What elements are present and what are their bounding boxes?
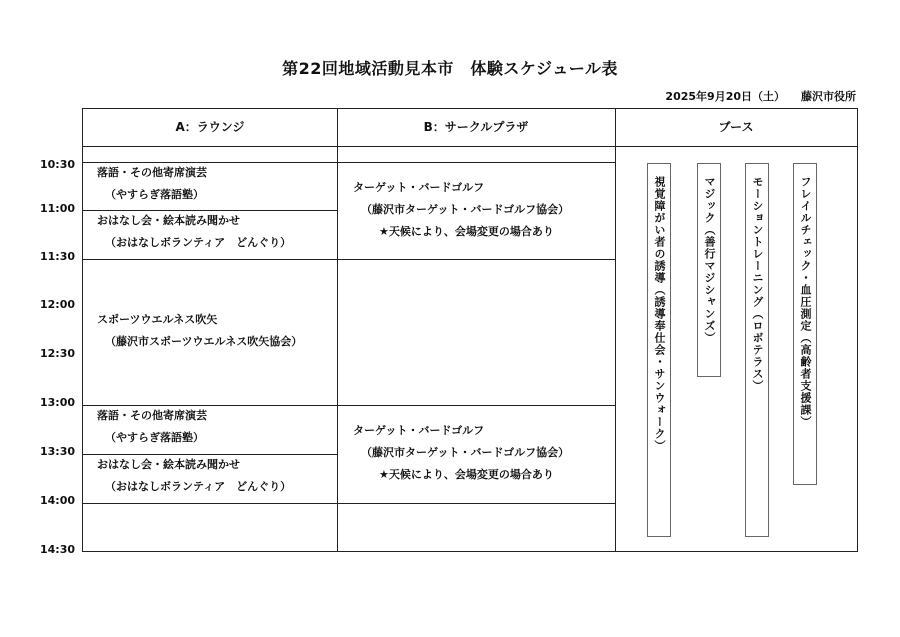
session-title: 落語・その他寄席演芸	[97, 166, 207, 179]
column-divider	[337, 109, 338, 551]
session-organizer: （やすらぎ落語塾）	[105, 431, 204, 444]
row-divider	[337, 405, 615, 406]
time-label: 12:30	[40, 347, 76, 360]
column-header-plaza: B：サークルプラザ	[423, 120, 529, 134]
row-divider	[337, 503, 615, 504]
session-title: スポーツウエルネス吹矢	[97, 313, 218, 326]
session-organizer: （おはなしボランティア どんぐり）	[105, 480, 292, 493]
time-label: 13:00	[40, 396, 76, 409]
session-title: ターゲット・バードゴルフ	[353, 181, 485, 194]
time-label: 14:00	[40, 494, 76, 507]
session-organizer: （藤沢市ターゲット・バードゴルフ協会）	[361, 203, 570, 216]
event-venue: 藤沢市役所	[801, 90, 856, 103]
lounge-session	[97, 405, 207, 449]
booth-entry: フレイルチェック・血圧測定（高齢者支援課）	[793, 163, 817, 485]
row-divider	[337, 162, 615, 163]
row-divider	[83, 503, 337, 504]
column-header-lounge: A：ラウンジ	[175, 120, 245, 134]
lounge-session	[97, 309, 302, 353]
header-divider	[83, 146, 857, 147]
row-divider	[83, 259, 337, 260]
column-divider	[615, 109, 616, 551]
time-label: 11:00	[40, 202, 76, 215]
time-label: 11:30	[40, 250, 76, 263]
session-note: ★天候により、会場変更の場合あり	[379, 468, 554, 481]
session-title: 落語・その他寄席演芸	[97, 409, 207, 422]
time-label: 12:00	[40, 298, 76, 311]
session-organizer: （おはなしボランティア どんぐり）	[105, 236, 292, 249]
lounge-session	[97, 162, 207, 206]
booth-entry: 視覚障がい者の誘導（誘導奉仕会・サンウォーク）	[647, 163, 671, 537]
session-note: ★天候により、会場変更の場合あり	[379, 225, 554, 238]
plaza-session	[353, 177, 569, 243]
column-header-booth: ブース	[718, 120, 754, 134]
time-label: 14:30	[40, 543, 76, 556]
session-title: ターゲット・バードゴルフ	[353, 424, 485, 437]
session-organizer: （藤沢市スポーツウエルネス吹矢協会）	[105, 335, 303, 348]
date-venue-line	[649, 88, 856, 104]
booth-entry: マジック（善行マジシャンズ）	[697, 163, 721, 377]
schedule-table	[82, 108, 858, 552]
session-organizer: （やすらぎ落語塾）	[105, 188, 204, 201]
lounge-session	[97, 210, 291, 254]
lounge-session	[97, 454, 291, 498]
session-title: おはなし会・絵本読み聞かせ	[97, 214, 240, 227]
page-title: 第22回地域活動見本市 体験スケジュール表	[282, 59, 618, 78]
time-label: 10:30	[40, 158, 76, 171]
event-date: 2025年9月20日（土）	[665, 90, 785, 103]
plaza-session	[353, 420, 569, 486]
session-title: おはなし会・絵本読み聞かせ	[97, 458, 240, 471]
time-label: 13:30	[40, 445, 76, 458]
row-divider	[337, 259, 615, 260]
booth-entry: モーショントレーニング（ロボテラス）	[745, 163, 769, 537]
session-organizer: （藤沢市ターゲット・バードゴルフ協会）	[361, 446, 570, 459]
